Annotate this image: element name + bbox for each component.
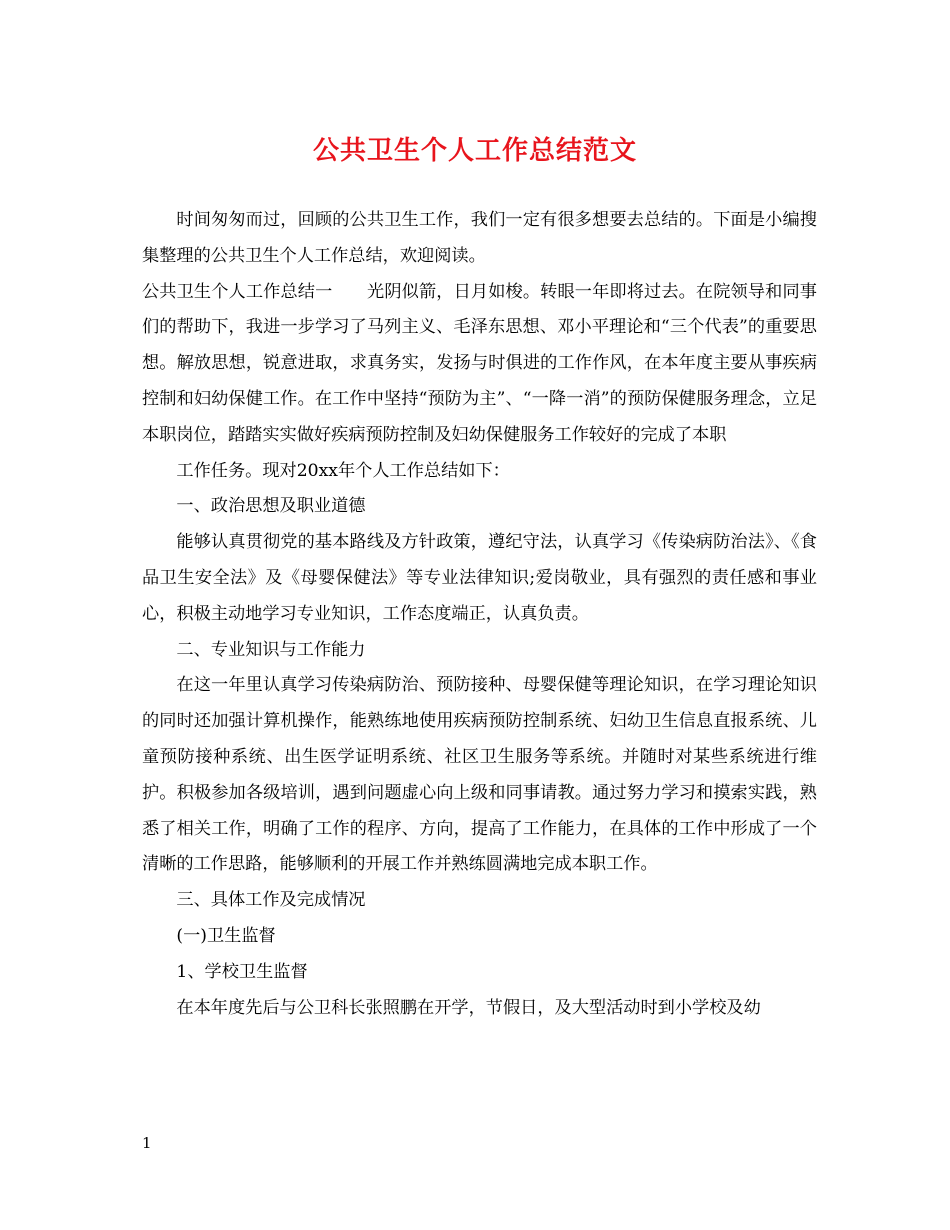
page-number: 1 bbox=[142, 1134, 152, 1152]
section-heading-work: 三、具体工作及完成情况 bbox=[176, 890, 366, 911]
paragraph-intro: 时间匆匆而过，回顾的公共卫生工作，我们一定有很多想要去总结的。下面是小编搜集整理的公共卫生个人工作总结，欢迎阅读。 bbox=[142, 210, 817, 266]
paragraph-work-task: 工作任务。现对20xx年个人工作总结如下： bbox=[176, 460, 510, 481]
subsection-heading-school: 1、学校卫生监督 bbox=[176, 961, 308, 982]
document-title: 公共卫生个人工作总结范文 bbox=[312, 136, 637, 166]
document-body bbox=[142, 203, 817, 1026]
paragraph-skills: 在这一年里认真学习传染病防治、预防接种、母婴保健等理论知识，在学习理论知识的同时还加强计算机操作，能熟练地使用疾病预防控制系统、妇幼卫生信息直报系统、儿童预防接种系统、出生医学证明系统、社区卫生服务等系统。并随时对某些系统进行维护。积极参加各级培训，遇到问题虚心向上级和同事请教。通过努力学习和摸索实践，熟悉了相关工作，明确了工作的程序、方向，提高了工作能力，在具体的工作中形成了一个清晰的工作思路，能够顺利的开展工作并熟练圆满地完成本职工作。 bbox=[142, 675, 817, 875]
paragraph-politics: 能够认真贯彻党的基本路线及方针政策，遵纪守法，认真学习《传染病防治法》、《食品卫生安全法》及《母婴保健法》等专业法律知识;爱岗敬业，具有强烈的责任感和事业心，积极主动地学习专业知识，工作态度端正，认真负责。 bbox=[142, 532, 817, 624]
paragraph-summary-one: 公共卫生个人工作总结一 光阴似箭，日月如梭。转眼一年即将过去。在院领导和同事们的帮助下，我进一步学习了马列主义、毛泽东思想、邓小平理论和“三个代表”的重要思想。解放思想，锐意进取，求真务实，发扬与时俱进的工作作风，在本年度主要从事疾病控制和妇幼保健工作。在工作中坚持“预防为主”、“一降一消”的预防保健服务理念，立足本职岗位，踏踏实实做好疾病预防控制及妇幼保健服务工作较好的完成了本职 bbox=[142, 281, 817, 445]
section-heading-skills: 二、专业知识与工作能力 bbox=[176, 639, 366, 660]
section-heading-politics: 一、政治思想及职业道德 bbox=[176, 496, 366, 517]
subsection-heading-supervision: (一)卫生监督 bbox=[176, 925, 276, 946]
paragraph-school: 在本年度先后与公卫科长张照鹏在开学，节假日，及大型活动时到小学校及幼 bbox=[176, 997, 761, 1018]
